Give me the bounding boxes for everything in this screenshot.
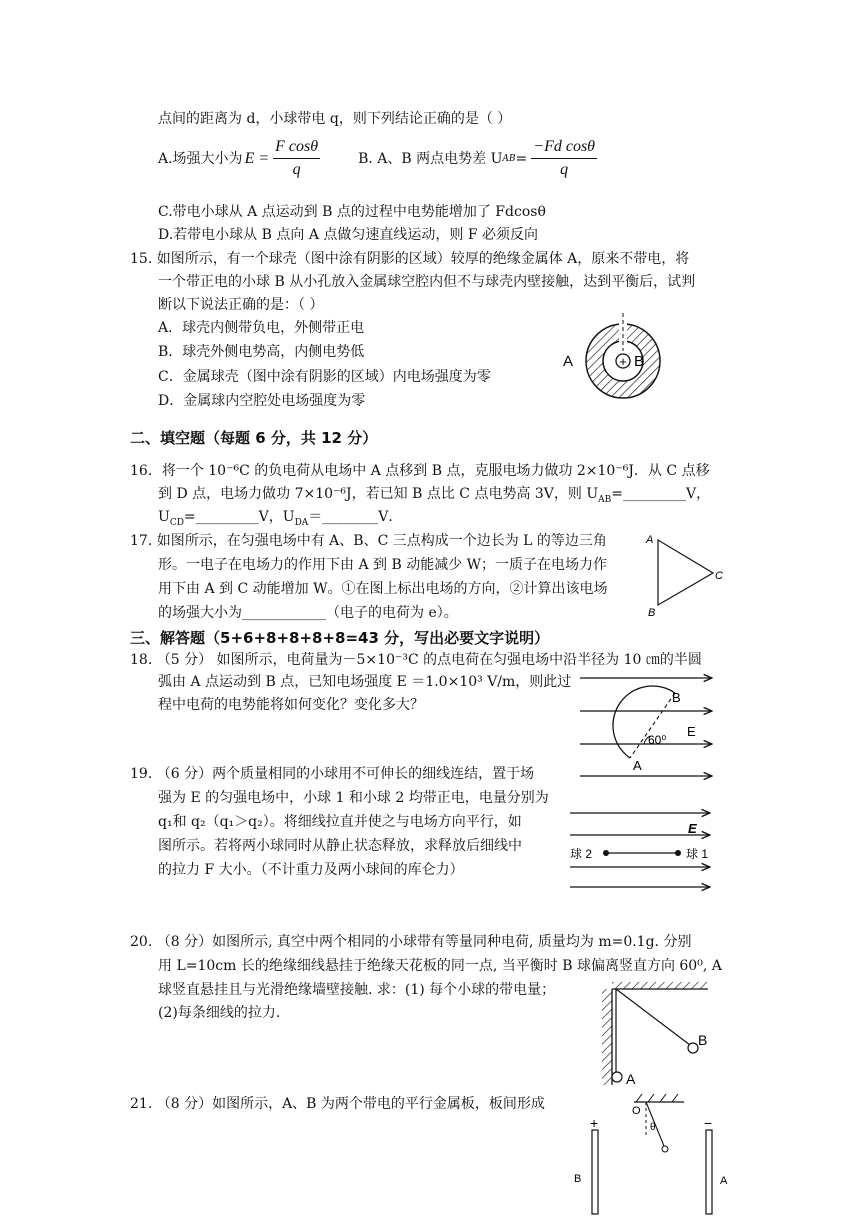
triangle-a-label: A	[646, 534, 654, 546]
arc-b-label: B	[672, 690, 681, 705]
ceiling-hatch-1	[636, 1094, 642, 1102]
arc-a-label: A	[633, 758, 642, 773]
q20-line2: 用 L=10cm 长的绝缘细线悬挂于绝缘天花板的同一点, 当平衡时 B 球偏离竖直方向 60⁰, A	[158, 958, 722, 974]
q16-uda-sub: DA	[294, 517, 309, 528]
q14-option-b-denominator: q	[560, 161, 569, 178]
semicircle-arc	[613, 686, 675, 758]
q17-line4: 的场强大小为____________（电子的电荷为 e）。	[158, 605, 458, 621]
q20-line1: 20. （8 分）如图所示, 真空中两个相同的小球带有等量同种电荷, 质量均为 m=0.1g. 分别	[130, 934, 692, 950]
q17-line1: 17. 如图所示，在匀强电场中有 A、B、C 三点构成一个边长为 L 的等边三角	[130, 533, 607, 549]
q15-option-b: B．球壳外侧电势高，内侧电势低	[158, 344, 365, 360]
shell-a-label: A	[563, 353, 574, 370]
ball-2	[603, 850, 609, 856]
q16-ucd-u: U	[158, 509, 170, 525]
q16-ucd-blank: =_________V，U	[183, 509, 295, 525]
q18-line3: 程中电荷的电势能将如何变化？变化多大？	[158, 697, 424, 713]
wall-hatch	[602, 989, 612, 1085]
q16-uab-blank: =_________V，	[611, 486, 711, 502]
q15-line3: 断以下说法正确的是：（ ）	[158, 297, 324, 313]
q15-figure-metal-shell	[550, 305, 670, 415]
q14-option-b-sub: AB	[502, 153, 516, 164]
pivot-o-label: O	[632, 1105, 641, 1117]
ball-a-label: A	[626, 1071, 636, 1087]
q15-option-a: A．球壳内侧带负电，外侧带正电	[158, 320, 365, 336]
q20-line3: 球竖直悬挂且与光滑绝缘墙壁接触. 求：(1) 每个小球的带电量；	[158, 982, 556, 998]
thread-b	[616, 989, 690, 1045]
q16-line2	[158, 485, 710, 509]
q14-option-a-denominator: q	[292, 161, 301, 178]
q16-line3	[158, 508, 402, 532]
equilateral-triangle	[658, 540, 713, 605]
field-e-label: E	[688, 821, 697, 836]
ceiling-hatch-2	[648, 1094, 654, 1102]
q14-option-b-fraction	[531, 138, 597, 179]
triangle-c-label: C	[715, 570, 723, 582]
field-e-label: E	[687, 724, 696, 739]
q15-line1: 15. 如图所示，有一个球壳（图中涂有阴影的区域）较厚的绝缘金属体 A，原来不带电，将	[130, 251, 690, 267]
angle-label: 60⁰	[648, 733, 667, 747]
theta-label: θ	[650, 1122, 656, 1133]
q20-line4: (2)每条细线的拉力.	[158, 1005, 281, 1021]
q14-option-a-numerator: F cosθ	[273, 138, 320, 159]
q18-line2: 弧由 A 点运动到 B 点，已知电场强度 E ＝1.0×10³ V/m，则此过	[158, 674, 572, 690]
q19-line5: 的拉力 F 大小。（不计重力及两小球间的库仑力）	[158, 862, 464, 878]
q21-figure-parallel-plates	[568, 1088, 738, 1216]
q19-line3: q₁和 q₂（q₁＞q₂）。将细线拉直并使之与电场方向平行，如	[158, 814, 522, 830]
arc-diameter-dashed	[630, 693, 675, 758]
q19-line2: 强为 E 的匀强电场中，小球 1 和小球 2 均带正电，电量分别为	[158, 790, 549, 806]
ceiling-hatch-3	[660, 1094, 666, 1102]
q15-option-d: D．金属球内空腔处电场强度为零	[158, 393, 366, 409]
ball-1-label: 球 1	[686, 847, 709, 861]
q19-figure-two-balls	[568, 805, 716, 895]
ball-b-label: B	[698, 1032, 708, 1048]
plate-a-label: A	[720, 1175, 728, 1187]
section-fill-in: 二、填空题（每题 6 分，共 12 分）	[130, 429, 378, 447]
q14-option-d: D.若带电小球从 B 点向 A 点做匀速直线运动，则 F 必须反向	[158, 227, 538, 243]
q19-line1: 19. （6 分）两个质量相同的小球用不可伸长的细线连结，置于场	[130, 766, 535, 782]
q14-option-a-lhs: E =	[244, 149, 270, 167]
q14-option-c: C.带电小球从 A 点运动到 B 点的过程中电势能增加了 Fdcosθ	[158, 204, 546, 220]
q21-line1: 21. （8 分）如图所示，A、B 为两个带电的平行金属板，板间形成	[130, 1096, 545, 1112]
ceiling-hatch-4	[672, 1094, 678, 1102]
q17-line3: 用下由 A 到 C 动能增加 W。①在图上标出电场的方向，②计算出该电场	[158, 581, 608, 597]
q20-figure-pendulums	[598, 980, 718, 1090]
ball-b	[688, 1043, 698, 1053]
q16-ucd-sub: CD	[169, 517, 184, 528]
q16-uab-sub: AB	[598, 494, 612, 505]
plate-b	[592, 1130, 598, 1214]
q14-option-a	[158, 138, 601, 179]
q17-line2: 形。一电子在电场力的作用下由 A 到 B 动能减少 W；一质子在电场力作	[158, 557, 608, 573]
q15-option-c: C．金属球壳（图中涂有阴影的区域）内电场强度为零	[158, 369, 491, 385]
q16-uda-blank: ＝________V．	[308, 509, 403, 525]
q14-option-b-eq: =	[515, 150, 528, 167]
plate-b-label: B	[574, 1173, 582, 1185]
ball-2-label: 球 2	[570, 847, 593, 861]
q14-option-a-fraction	[273, 138, 320, 179]
ceiling-hatch	[612, 982, 708, 989]
q17-figure-triangle	[640, 530, 730, 620]
ball-1	[675, 850, 681, 856]
q14-option-b-numerator: −Fd cosθ	[531, 138, 597, 159]
q14-option-a-label: A.场强大小为	[158, 150, 243, 167]
plate-b-plus: +	[590, 1115, 599, 1131]
triangle-b-label: B	[648, 607, 656, 619]
section-solutions: 三、解答题（5+6+8+8+8+8=43 分，写出必要文字说明）	[130, 629, 550, 647]
ball-b-label: B	[634, 353, 645, 370]
q18-figure-field-arc	[580, 670, 715, 785]
q16-line2-text: 到 D 点，电场力做功 7×10⁻⁶J，若已知 B 点比 C 点电势高 3V，则 U	[158, 486, 599, 502]
charged-ball	[662, 1146, 668, 1152]
q14-line1: 点间的距离为 d，小球带电 q，则下列结论正确的是（ ）	[158, 111, 512, 127]
ball-b-plus: +	[619, 354, 627, 369]
q19-line4: 图所示。若将两小球同时从静止状态释放，求释放后细线中	[158, 838, 522, 854]
plate-a-minus: −	[704, 1115, 713, 1131]
q15-line2: 一个带正电的小球 B 从小孔放入金属球空腔内但不与球壳内壁接触，达到平衡后，试判	[158, 274, 696, 290]
plate-a	[706, 1130, 712, 1214]
ball-a	[612, 1072, 622, 1082]
q16-line1: 16．将一个 10⁻⁶C 的负电荷从电场中 A 点移到 B 点，克服电场力做功 2×10⁻⁶J．从 C 点移	[130, 463, 710, 479]
q18-line1: 18. （5 分） 如图所示，电荷量为－5×10⁻³C 的点电荷在匀强电场中沿半径为 10 ㎝的半圆	[130, 652, 702, 668]
q14-option-b-label: B. A、B 两点电势差 U	[358, 150, 503, 167]
